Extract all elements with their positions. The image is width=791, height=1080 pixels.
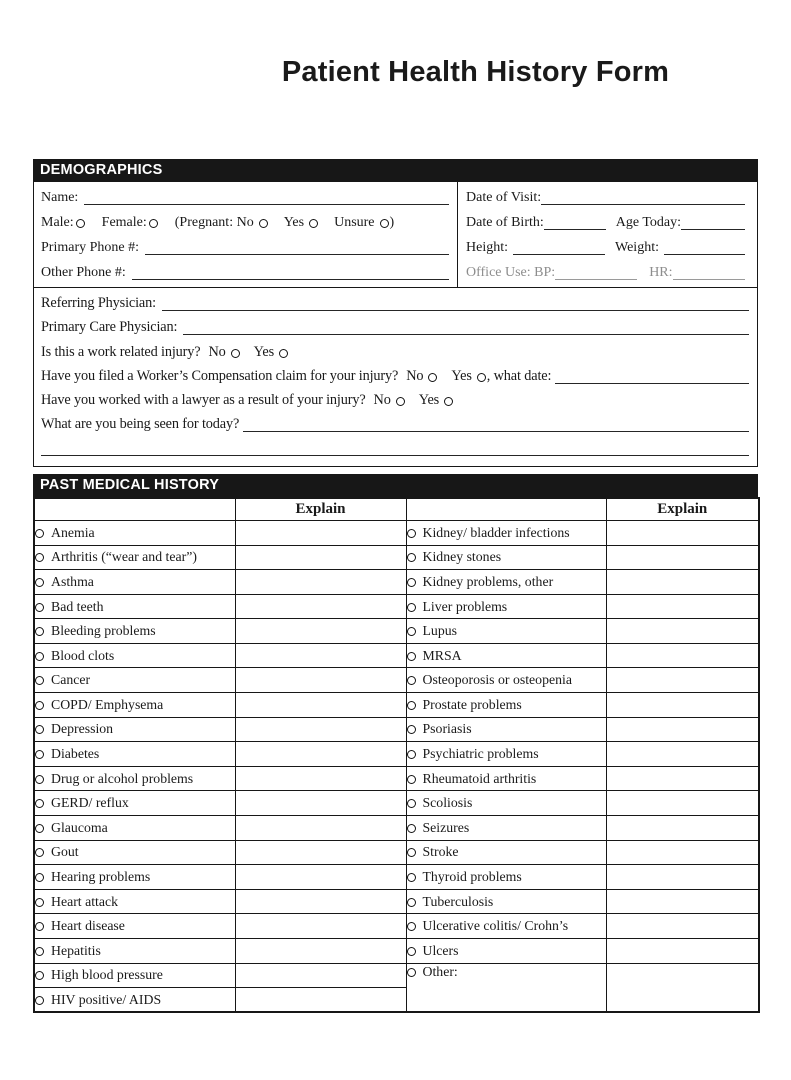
explain-cell[interactable] [235, 693, 406, 718]
condition-label: Kidney problems, other [422, 573, 554, 589]
condition-radio[interactable] [407, 652, 416, 661]
height-weight-row [466, 235, 745, 260]
condition-cell [34, 914, 235, 939]
gender-row [41, 210, 449, 235]
work-injury-question: Is this a work related injury? [41, 343, 201, 360]
condition-cell [34, 545, 235, 570]
condition-label: Seizures [422, 819, 470, 835]
condition-label: Bad teeth [51, 598, 104, 614]
condition-cell [34, 570, 235, 595]
date-of-visit-line[interactable] [541, 204, 745, 205]
condition-radio[interactable] [407, 848, 416, 857]
condition-radio[interactable] [35, 799, 44, 808]
referring-physician-line[interactable] [162, 310, 749, 311]
explain-cell[interactable] [235, 791, 406, 816]
condition-cell [406, 594, 606, 619]
explain-cell[interactable] [235, 520, 406, 545]
condition-cell [406, 840, 606, 865]
referring-physician-row [41, 291, 749, 315]
explain-cell[interactable] [235, 742, 406, 767]
condition-cell [406, 570, 606, 595]
explain-header: Explain [606, 498, 759, 520]
work-injury-no-radio[interactable] [231, 349, 240, 358]
table-row [34, 939, 759, 964]
condition-radio[interactable] [407, 676, 416, 685]
work-injury-row [41, 340, 749, 364]
male-radio[interactable] [76, 219, 85, 228]
pregnant-yes-radio[interactable] [309, 219, 318, 228]
primary-phone-label: Primary Phone #: [41, 239, 139, 255]
explain-cell[interactable] [235, 889, 406, 914]
explain-cell[interactable] [235, 594, 406, 619]
condition-cell [34, 816, 235, 841]
condition-label: Lupus [422, 623, 457, 639]
explain-cell[interactable] [235, 963, 406, 988]
age-today-label: Age Today: [615, 214, 682, 230]
lawyer-yes-radio[interactable] [444, 397, 453, 406]
pregnant-no-label: (Pregnant: No [174, 214, 254, 230]
condition-radio[interactable] [407, 553, 416, 562]
condition-radio[interactable] [407, 824, 416, 833]
condition-radio[interactable] [35, 529, 44, 538]
condition-cell [34, 865, 235, 890]
lawyer-no-label: No [373, 392, 391, 409]
condition-label: HIV positive/ AIDS [51, 991, 162, 1007]
condition-cell [406, 889, 606, 914]
condition-label: Kidney stones [422, 549, 502, 565]
explain-cell[interactable] [606, 766, 759, 791]
condition-radio[interactable] [407, 922, 416, 931]
explain-cell[interactable] [235, 619, 406, 644]
condition-cell [34, 889, 235, 914]
explain-cell[interactable] [606, 840, 759, 865]
table-row [34, 840, 759, 865]
explain-header: Explain [235, 498, 406, 520]
explain-cell[interactable] [235, 865, 406, 890]
condition-radio[interactable] [35, 676, 44, 685]
condition-label: Psoriasis [422, 721, 472, 737]
past-medical-history-section [33, 474, 758, 1013]
explain-cell[interactable] [606, 693, 759, 718]
condition-radio[interactable] [35, 775, 44, 784]
condition-cell [406, 742, 606, 767]
demographics-header: DEMOGRAPHICS [33, 159, 758, 182]
height-label: Height: [466, 239, 508, 255]
condition-cell [406, 963, 606, 1012]
seen-today-extra-row [41, 437, 749, 461]
other-phone-line[interactable] [132, 279, 449, 280]
name-input-line[interactable] [84, 204, 449, 205]
condition-label: Blood clots [51, 647, 115, 663]
condition-label: Thyroid problems [422, 869, 522, 885]
condition-radio[interactable] [407, 603, 416, 612]
condition-label: Hepatitis [51, 942, 101, 958]
condition-label: Gout [51, 844, 79, 860]
primary-care-physician-label: Primary Care Physician: [41, 319, 178, 336]
work-injury-no-label: No [208, 343, 226, 360]
condition-label: Ulcers [422, 942, 459, 958]
condition-radio[interactable] [407, 947, 416, 956]
condition-radio[interactable] [35, 824, 44, 833]
lawyer-question: Have you worked with a lawyer as a result of your injury? [41, 392, 366, 409]
condition-label: Osteoporosis or osteopenia [422, 672, 572, 688]
condition-cell [34, 988, 235, 1013]
condition-cell [34, 668, 235, 693]
condition-radio[interactable] [35, 922, 44, 931]
primary-care-physician-line[interactable] [183, 334, 749, 335]
condition-cell [406, 914, 606, 939]
hr-label: HR: [649, 264, 673, 280]
workers-comp-yes-radio[interactable] [477, 373, 486, 382]
condition-cell [406, 791, 606, 816]
demographics-section [33, 159, 758, 467]
bp-line[interactable] [555, 279, 637, 280]
form-page [0, 56, 791, 1013]
explain-cell[interactable] [606, 914, 759, 939]
age-today-line[interactable] [681, 229, 745, 230]
workers-comp-yes-label: Yes [451, 367, 472, 384]
explain-cell[interactable] [606, 520, 759, 545]
condition-radio[interactable] [35, 652, 44, 661]
work-injury-yes-radio[interactable] [279, 349, 288, 358]
explain-cell[interactable] [235, 717, 406, 742]
condition-cell [406, 668, 606, 693]
dob-age-row [466, 210, 745, 235]
condition-label: Stroke [422, 844, 459, 860]
demographics-top [34, 182, 757, 287]
table-row [34, 742, 759, 767]
explain-cell[interactable] [606, 643, 759, 668]
condition-cell [406, 717, 606, 742]
condition-radio[interactable] [35, 553, 44, 562]
explain-cell[interactable] [235, 816, 406, 841]
explain-cell[interactable] [606, 939, 759, 964]
condition-radio[interactable] [35, 971, 44, 980]
explain-cell[interactable] [606, 816, 759, 841]
explain-cell[interactable] [235, 939, 406, 964]
date-of-birth-label: Date of Birth: [466, 214, 544, 230]
female-radio[interactable] [149, 219, 158, 228]
condition-radio[interactable] [407, 578, 416, 587]
condition-radio[interactable] [407, 873, 416, 882]
primary-phone-row [41, 235, 449, 260]
condition-radio[interactable] [35, 996, 44, 1005]
explain-cell[interactable] [606, 570, 759, 595]
condition-label: Rheumatoid arthritis [422, 770, 537, 786]
pregnant-yes-label: Yes [283, 214, 305, 230]
other-phone-label: Other Phone #: [41, 264, 126, 280]
condition-cell [34, 791, 235, 816]
male-label: Male: [41, 214, 74, 230]
workers-comp-no-label: No [406, 367, 424, 384]
workers-comp-date-line[interactable] [555, 383, 749, 384]
seen-today-row [41, 413, 749, 437]
condition-cell [406, 939, 606, 964]
condition-cell [34, 939, 235, 964]
condition-cell [34, 742, 235, 767]
table-row [34, 791, 759, 816]
condition-radio[interactable] [35, 603, 44, 612]
what-date-label: , what date: [486, 367, 552, 384]
demographics-questions [34, 287, 757, 466]
condition-label: Liver problems [422, 598, 508, 614]
condition-label: Scoliosis [422, 795, 473, 811]
primary-phone-line[interactable] [145, 254, 449, 255]
workers-comp-no-radio[interactable] [428, 373, 437, 382]
close-paren: ) [389, 214, 395, 230]
condition-label: Prostate problems [422, 696, 522, 712]
condition-cell [34, 963, 235, 988]
condition-label: Tuberculosis [422, 893, 494, 909]
condition-radio[interactable] [407, 725, 416, 734]
other-phone-row [41, 260, 449, 285]
explain-cell[interactable] [606, 791, 759, 816]
name-row [41, 185, 449, 210]
table-row [34, 717, 759, 742]
condition-label: Depression [51, 721, 114, 737]
pregnant-unsure-radio[interactable] [380, 219, 389, 228]
table-row [34, 594, 759, 619]
condition-cell [34, 840, 235, 865]
condition-radio[interactable] [35, 578, 44, 587]
condition-radio[interactable] [407, 627, 416, 636]
workers-comp-question: Have you filed a Worker’s Compensation claim for your injury? [41, 367, 399, 384]
office-use-row [466, 260, 745, 285]
lawyer-yes-label: Yes [418, 392, 440, 409]
condition-label: Kidney/ bladder infections [422, 524, 570, 540]
explain-cell[interactable] [606, 742, 759, 767]
condition-cell [34, 717, 235, 742]
table-row [34, 914, 759, 939]
explain-cell[interactable] [235, 570, 406, 595]
past-medical-history-header: PAST MEDICAL HISTORY [33, 474, 758, 497]
condition-cell [406, 545, 606, 570]
explain-cell[interactable] [606, 889, 759, 914]
lawyer-no-radio[interactable] [396, 397, 405, 406]
date-of-visit-row [466, 185, 745, 210]
explain-cell[interactable] [606, 963, 759, 1012]
condition-label: Cancer [51, 672, 91, 688]
seen-today-extra-line[interactable] [41, 455, 749, 456]
condition-label: Bleeding problems [51, 623, 156, 639]
condition-radio[interactable] [35, 627, 44, 636]
referring-physician-label: Referring Physician: [41, 294, 156, 311]
condition-radio[interactable] [407, 701, 416, 710]
date-of-visit-label: Date of Visit: [466, 189, 542, 205]
condition-label: Ulcerative colitis/ Crohn’s [422, 918, 569, 934]
seen-today-line[interactable] [243, 431, 749, 432]
explain-cell[interactable] [235, 840, 406, 865]
female-label: Female: [101, 214, 147, 230]
blank-header-cell [34, 498, 235, 520]
table-row [34, 570, 759, 595]
height-line[interactable] [513, 254, 605, 255]
condition-label: MRSA [422, 647, 462, 663]
condition-label: Other: [422, 963, 458, 979]
primary-care-physician-row [41, 316, 749, 340]
demographics-left-column [34, 182, 458, 287]
condition-label: Heart disease [51, 918, 125, 934]
explain-cell[interactable] [235, 668, 406, 693]
condition-radio[interactable] [407, 799, 416, 808]
condition-cell [34, 766, 235, 791]
weight-line[interactable] [664, 254, 745, 255]
weight-label: Weight: [615, 239, 659, 255]
condition-cell [34, 619, 235, 644]
condition-radio[interactable] [407, 750, 416, 759]
explain-cell[interactable] [606, 545, 759, 570]
condition-cell [34, 643, 235, 668]
condition-radio[interactable] [407, 529, 416, 538]
condition-radio[interactable] [35, 898, 44, 907]
condition-cell [406, 643, 606, 668]
condition-cell [406, 693, 606, 718]
explain-cell[interactable] [235, 914, 406, 939]
condition-radio[interactable] [407, 968, 416, 977]
condition-label: Arthritis (“wear and tear”) [51, 549, 197, 565]
condition-label: Drug or alcohol problems [51, 770, 194, 786]
condition-cell [406, 766, 606, 791]
condition-label: Hearing problems [51, 869, 151, 885]
condition-radio[interactable] [407, 898, 416, 907]
condition-label: Heart attack [51, 893, 119, 909]
condition-cell [406, 619, 606, 644]
condition-radio[interactable] [407, 775, 416, 784]
table-row [34, 889, 759, 914]
explain-cell[interactable] [235, 545, 406, 570]
table-row [34, 963, 759, 988]
condition-label: Glaucoma [51, 819, 108, 835]
condition-label: Anemia [51, 524, 95, 540]
condition-cell [406, 865, 606, 890]
pmh-header-row [34, 498, 759, 520]
hr-line[interactable] [673, 279, 745, 280]
condition-label: GERD/ reflux [51, 795, 129, 811]
condition-radio[interactable] [35, 873, 44, 882]
condition-cell [34, 594, 235, 619]
explain-cell[interactable] [606, 594, 759, 619]
table-row [34, 668, 759, 693]
condition-radio[interactable] [35, 947, 44, 956]
condition-radio[interactable] [35, 701, 44, 710]
pmh-table [33, 497, 760, 1013]
condition-radio[interactable] [35, 848, 44, 857]
demographics-body [33, 182, 758, 467]
table-row [34, 545, 759, 570]
table-row [34, 520, 759, 545]
condition-label: Diabetes [51, 746, 100, 762]
table-row [34, 693, 759, 718]
condition-radio[interactable] [35, 750, 44, 759]
workers-comp-row [41, 364, 749, 388]
page-title: Patient Health History Form [281, 56, 670, 88]
table-row [34, 865, 759, 890]
condition-label: Asthma [51, 573, 94, 589]
explain-cell[interactable] [235, 766, 406, 791]
explain-cell[interactable] [606, 619, 759, 644]
date-of-birth-line[interactable] [544, 229, 606, 230]
explain-cell[interactable] [606, 717, 759, 742]
condition-cell [34, 520, 235, 545]
condition-label: COPD/ Emphysema [51, 696, 164, 712]
condition-radio[interactable] [35, 725, 44, 734]
explain-cell[interactable] [235, 643, 406, 668]
condition-label: High blood pressure [51, 967, 163, 983]
explain-cell[interactable] [606, 668, 759, 693]
table-row [34, 643, 759, 668]
explain-cell[interactable] [606, 865, 759, 890]
condition-cell [34, 693, 235, 718]
demographics-right-column [458, 182, 757, 287]
pregnant-unsure-label: Unsure [334, 214, 375, 230]
table-row [34, 816, 759, 841]
seen-today-question: What are you being seen for today? [41, 416, 240, 433]
condition-label: Psychiatric problems [422, 746, 539, 762]
pregnant-no-radio[interactable] [259, 219, 268, 228]
condition-cell [406, 816, 606, 841]
office-use-bp-label: Office Use: BP: [466, 264, 556, 280]
lawyer-row [41, 389, 749, 413]
condition-cell [406, 520, 606, 545]
work-injury-yes-label: Yes [253, 343, 275, 360]
table-row [34, 619, 759, 644]
blank-header-cell [406, 498, 606, 520]
explain-cell[interactable] [235, 988, 406, 1013]
table-row [34, 766, 759, 791]
name-label: Name: [41, 189, 79, 205]
